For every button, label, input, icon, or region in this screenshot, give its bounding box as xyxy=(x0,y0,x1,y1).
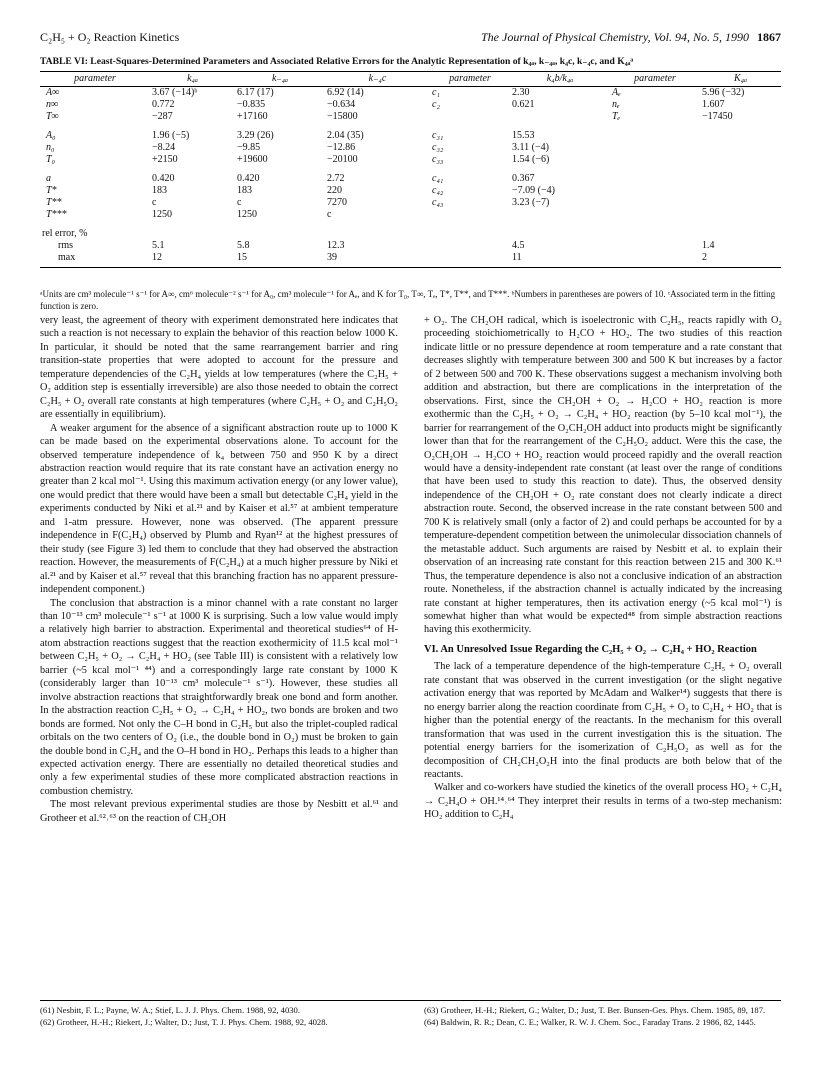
table-cell: T₀ xyxy=(46,154,56,165)
references-left xyxy=(40,1005,398,1029)
table-cell: a xyxy=(46,173,51,184)
table-cell: rms xyxy=(58,240,73,251)
table-cell: c xyxy=(152,197,157,208)
paragraph: Walker and co-workers have studied the kinetics of the overall process HO₂ + C₂H₄ → C₂H₄O + OH.¹⁴˒⁶⁴ They interpret their results in terms of a two-step mechanism: HO₂ addition to C₂H₄ xyxy=(424,782,782,821)
table-caption: TABLE VI: Least-Squares-Determined Parameters and Associated Relative Errors for the Analytic Representation of k₄ₐ, k₋₄ₐ, k₄c, k₋₄c, and K₄ₐᵃ xyxy=(40,56,634,67)
references-divider xyxy=(40,1000,781,1001)
table-cell: c₃₁ xyxy=(432,130,444,141)
table-cell: −0.634 xyxy=(327,99,356,110)
table-cell: 0.367 xyxy=(512,173,535,184)
table-cell: A₀ xyxy=(46,130,56,141)
table-cell: 15 xyxy=(235,252,325,268)
table-row xyxy=(40,185,781,197)
table-cell: 3.29 (26) xyxy=(237,130,274,141)
table-row xyxy=(40,197,781,209)
table-cell xyxy=(610,154,700,166)
table-cell: 183 xyxy=(237,185,252,196)
table-row xyxy=(40,154,781,166)
table-header-cell: k₄b/k₄ₐ xyxy=(510,72,610,87)
reference-item: (61) Nesbitt, F. L.; Payne, W. A.; Stief, L. J. J. Phys. Chem. 1988, 92, 4030. xyxy=(40,1005,300,1015)
table-cell: +17160 xyxy=(237,111,268,122)
table-cell xyxy=(610,240,700,252)
table-cell xyxy=(610,185,700,197)
table-header-cell: parameter xyxy=(610,72,700,87)
error-label: rel error, % xyxy=(42,228,88,239)
table-cell: 15.53 xyxy=(512,130,535,141)
table-cell xyxy=(325,221,430,240)
parameter-table xyxy=(40,71,781,268)
table-cell xyxy=(700,185,781,197)
table-cell: 1.607 xyxy=(702,99,725,110)
table-cell: −9.85 xyxy=(237,142,261,153)
table-cell: 2.72 xyxy=(327,173,345,184)
table-cell: 2.04 (35) xyxy=(327,130,364,141)
table-cell xyxy=(700,154,781,166)
table-cell: 220 xyxy=(327,185,342,196)
table-row xyxy=(40,99,781,111)
table-cell: 6.92 (14) xyxy=(327,87,364,98)
table-footnote: ᵃUnits are cm³ molecule⁻¹ s⁻¹ for A∞, cm⁶ molecule⁻² s⁻¹ for A₀, cm³ molecule⁻¹ for Aₑ, and K for T₀, T∞, Tₑ, T*, T**, and T***. ᵇNumbers in parentheses are powers of 10. ᶜAssociated term in the fitting function is zero. xyxy=(40,289,776,311)
table-row xyxy=(40,240,781,252)
running-head-title: C₂H₅ + O₂ Reaction Kinetics xyxy=(40,30,180,44)
left-column xyxy=(40,314,398,825)
table-header-cell: k₋₄ₐ xyxy=(235,72,325,87)
table-cell: c₃₃ xyxy=(432,154,444,165)
table-cell: +2150 xyxy=(152,154,178,165)
table-cell: 7270 xyxy=(327,197,347,208)
table-cell xyxy=(700,166,781,185)
table-cell: 2 xyxy=(700,252,781,268)
table-cell xyxy=(430,221,510,240)
table-cell: −287 xyxy=(152,111,173,122)
table-cell xyxy=(610,166,700,185)
table-cell: 1.54 (−6) xyxy=(512,154,550,165)
table-cell: A∞ xyxy=(46,87,60,98)
table-cell: n∞ xyxy=(46,99,59,110)
table-cell xyxy=(610,123,700,142)
table-cell xyxy=(700,221,781,240)
table-cell: max xyxy=(40,252,150,268)
table-cell: 1250 xyxy=(152,209,172,220)
table-cell xyxy=(700,209,781,221)
table-cell: −8.24 xyxy=(152,142,176,153)
table-cell: −17450 xyxy=(702,111,733,122)
table-row xyxy=(40,111,781,123)
table-cell: −20100 xyxy=(327,154,358,165)
table-cell: c xyxy=(327,209,332,220)
table-cell: 183 xyxy=(152,185,167,196)
table-row xyxy=(40,123,781,142)
table-cell: 12.3 xyxy=(327,240,345,251)
table-header-cell: K₄ₐ xyxy=(700,72,781,87)
paragraph: The most relevant previous experimental studies are those by Nesbitt et al.⁶¹ and Grotheer et al.⁶²˒⁶³ on the reaction of CH₂OH xyxy=(40,799,398,824)
paragraph: very least, the agreement of theory with experiment demonstrated here indicates that such a reaction is not necessary to explain the behavior of this reaction below 1000 K. In particular, it should be noted that the same rearrangement barrier and ring transition-state properties that were adopted to account for the pressure and temperature dependencies of the C₂H₄ yields at low temperatures (where the C₂H₅ + O₂ addition step is essentially irreversible) are also those needed to obtain the correct C₂H₅ + O₂ overall rate constants at high temperatures (where C₂H₅ + O₂ and C₂H₅O₂ are essentially in equilibrium). xyxy=(40,315,398,421)
table-cell: 1250 xyxy=(237,209,257,220)
table-cell xyxy=(610,197,700,209)
table-cell: c₄₃ xyxy=(432,197,444,208)
table-cell xyxy=(510,111,610,123)
table-cell: 0.772 xyxy=(152,99,175,110)
table-cell: nₑ xyxy=(612,99,620,110)
table-row xyxy=(40,209,781,221)
table-cell xyxy=(700,123,781,142)
table-cell: 0.420 xyxy=(237,173,260,184)
table-cell: Tₑ xyxy=(612,111,621,122)
table-cell xyxy=(510,221,610,240)
table-cell xyxy=(700,197,781,209)
table-cell xyxy=(700,142,781,154)
table-row xyxy=(40,221,781,240)
table-cell xyxy=(610,209,700,221)
table-cell: 3.11 (−4) xyxy=(512,142,549,153)
table-cell: 4.5 xyxy=(512,240,525,251)
table-cell xyxy=(430,111,510,123)
table-cell xyxy=(610,142,700,154)
table-cell: −15800 xyxy=(327,111,358,122)
reference-item: (64) Baldwin, R. R.; Dean, C. E.; Walker, R. W. J. Chem. Soc., Faraday Trans. 2 1986, 82, 1445. xyxy=(424,1017,756,1027)
table-header-cell: k₋₄c xyxy=(325,72,430,87)
table-cell: n₀ xyxy=(46,142,55,153)
table-header-row xyxy=(40,72,781,87)
table-cell: c xyxy=(237,197,242,208)
table-cell: 1.4 xyxy=(702,240,715,251)
table-cell: 1.96 (−5) xyxy=(152,130,190,141)
references-right xyxy=(424,1005,782,1029)
table-cell: 0.621 xyxy=(512,99,535,110)
table-cell xyxy=(430,240,510,252)
table-cell xyxy=(150,221,235,240)
table-cell xyxy=(610,221,700,240)
table-cell: c₃₂ xyxy=(432,142,444,153)
table-header-cell: k₄ₐ xyxy=(150,72,235,87)
journal-citation: The Journal of Physical Chemistry, Vol. 94, No. 5, 1990 xyxy=(481,30,749,44)
table-cell: c₄₁ xyxy=(432,173,444,184)
table-cell: 5.1 xyxy=(152,240,165,251)
paragraph: A weaker argument for the absence of a significant abstraction route up to 1000 K can be made based on the experimental observations alone. To account for the observed temperature independence of k₄ between 750 and 950 K by a direct abstraction reaction would require that its rate constant have an activation energy no greater than 2 kcal mol⁻¹. Using this maximum activation energy (or any lower value), one would predict that there would have been a small but detectable C₂H₄ yield in the experiments conducted by Niki et al.²¹ and by Kaiser et al.⁵⁷ at ambient temperature and 1-atm pressure. However, none was observed. (The apparent pressure independence in F(C₂H₄) observed by Plumb and Ryan¹² at the highest pressures of their study (see Figure 3) led them to conclude that they had observed the abstraction reaction. However, the measurements of F(C₂H₄) at a much higher pressure by Niki et al.²¹ and by Kaiser et al.⁵⁷ reveal that this branching fraction has no apparent pressure-independent component.) xyxy=(40,422,398,596)
table-cell: −0.835 xyxy=(237,99,266,110)
running-head-journal xyxy=(481,30,781,45)
table-cell: −7.09 (−4) xyxy=(512,185,555,196)
table-cell: Aₑ xyxy=(612,87,621,98)
right-column xyxy=(424,314,782,822)
table-row xyxy=(40,87,781,100)
table-cell: T** xyxy=(46,197,62,208)
section-heading: VI. An Unresolved Issue Regarding the C₂H₅ + O₂ → C₂H₄ + HO₂ Reaction xyxy=(424,643,757,655)
table-row xyxy=(40,252,781,268)
table-cell: −12.86 xyxy=(327,142,356,153)
table-cell: 3.23 (−7) xyxy=(512,197,550,208)
table-cell xyxy=(610,252,700,268)
table-header-cell: parameter xyxy=(40,72,150,87)
table-cell xyxy=(430,209,510,221)
paragraph: The conclusion that abstraction is a minor channel with a rate constant no larger than 10⁻¹³ cm³ molecule⁻¹ s⁻¹ at 1000 K is surprising. Such a low value would imply a relatively high barrier to abstraction. Experimental and theoretical studies⁶⁴ of H-atom abstraction reactions suggest that the reaction exothermicity of 11.5 kcal mol⁻¹ between C₂H₅ + O₂ → C₂H₄ + HO₂ (see Table III) is consistent with a relatively low barrier (~5 kcal mol⁻¹ ⁴⁴) and a correspondingly large rate constant by 1000 K (considerably larger than 10⁻¹³ cm³ molecule⁻¹ s⁻¹). However, these studies all involve abstraction reactions that straightforwardly break one bond and form another. In the abstraction reaction C₂H₅ + O₂ → C₂H₄ + HO₂, two bonds are broken and two bonds are formed. Not only the C–H bond in C₂H₅ but also the triplet-coupled radical orbitals on the two centers of O₂ (i.e., the double bond in O₂) must be broken to gain the double bond in C₂H₄ and the O–H bond in HO₂. Perhaps this leads to a higher than expected activation energy. There are essentially no detailed theoretical studies and only a few experimental studies of these more complicated abstraction reactions in combustion chemistry. xyxy=(40,597,398,797)
table-cell xyxy=(430,252,510,268)
running-head xyxy=(40,30,781,46)
table-cell: c₄₂ xyxy=(432,185,444,196)
table-cell: 0.420 xyxy=(152,173,175,184)
table-cell: T* xyxy=(46,185,57,196)
page-number: 1867 xyxy=(757,30,781,44)
table-cell: c₂ xyxy=(432,99,440,110)
paragraph: + O₂. The CH₂OH radical, which is isoelectronic with C₂H₅, reacts rapidly with O₂ proceeding stoichiometrically to H₂CO + HO₂. The two studies of this reaction indicate little or no pressure dependence at room temperature and a rate constant that decreases slightly with temperature between 300 and 500 K but increases by a factor of 2 between 500 and 700 K. These observations suggest a mechanism involving both addition and abstraction, but there are complications in the interpretation of the observations. First, since the CH₂OH + O₂ → H₂CO + HO₂ reaction is more exothermic than the C₂H₅ + O₂ → C₂H₄ + HO₂ reaction (by 5–10 kcal mol⁻¹), the barrier for rearrangement of the O₂CH₂OH adduct into products might be significantly lower than that for the rearrangement of the C₂H₅O₂ adduct. Were this the case, the O₂CH₂OH → H₂CO + HO₂ reaction would proceed rapidly and the overall reaction would have a density-independent rate constant (at least over the range of conditions that have been used to study this reaction to date). Thus, the observed density independence of the CH₂OH + O₂ rate constant does not clearly indicate a direct abstraction route. Second, the observed increase in the rate constant between 500 and 700 K is relatively small (only a factor of 2) and could perhaps be accounted for by a temperature-dependent competition between the unimolecular dissociation channels of the metastable adduct. Such arguments are raised by Nesbitt et al. to explain their observation of an increasing rate constant for this reaction between 215 and 300 K.⁶¹ Thus, the temperature dependence is also not a conclusive indication of an abstraction route. Nonetheless, if the abstraction channel is actually indicated by the increasing rate constant at higher temperatures, then its activation energy (~5 kcal mol⁻¹) is somewhat higher than what would be expected⁴⁸ from simple abstraction reactions having this exothermicity. xyxy=(424,315,782,636)
table-cell: T∞ xyxy=(46,111,59,122)
table-cell: 3.67 (−14)ᵇ xyxy=(152,87,198,98)
table-row xyxy=(40,166,781,185)
table-cell xyxy=(235,221,325,240)
table-row xyxy=(40,142,781,154)
table-cell: c₁ xyxy=(432,87,440,98)
table-cell: 12 xyxy=(150,252,235,268)
paragraph: The lack of a temperature dependence of the high-temperature C₂H₅ + O₂ overall rate constant that was observed in the current investigation (or the slight negative activation energy that was reported by McAdam and Walker¹⁴) suggests that there is no energy barrier along the reaction coordinate from C₂H₅ + O₂ to C₂H₄ + HO₂ that is higher than the potential energy of the reactants. In the mechanism for this overall transformation that was used in the current investigation this is the situation. The potential energy barriers for the isomerization of C₂H₅O₂ as well as for the decomposition of CH₂CH₂O₂H into the final products are both below that of the reactants. xyxy=(424,661,782,780)
table-cell: 5.8 xyxy=(237,240,250,251)
reference-item: (62) Grotheer, H.-H.; Riekert, J.; Walter, D.; Just, T. J. Phys. Chem. 1988, 92, 4028. xyxy=(40,1017,328,1027)
table-cell: 6.17 (17) xyxy=(237,87,274,98)
table-cell xyxy=(510,209,610,221)
table-cell: 2.30 xyxy=(512,87,530,98)
table-cell: +19600 xyxy=(237,154,268,165)
table-header-cell: parameter xyxy=(430,72,510,87)
reference-item: (63) Grotheer, H.-H.; Riekert, G.; Walter, D.; Just, T. Ber. Bunsen-Ges. Phys. Chem. 1985, 89, 187. xyxy=(424,1005,766,1015)
table-cell: 39 xyxy=(325,252,430,268)
table-cell: 11 xyxy=(510,252,610,268)
table-cell: 5.96 (−32) xyxy=(702,87,745,98)
table-cell: T*** xyxy=(46,209,67,220)
